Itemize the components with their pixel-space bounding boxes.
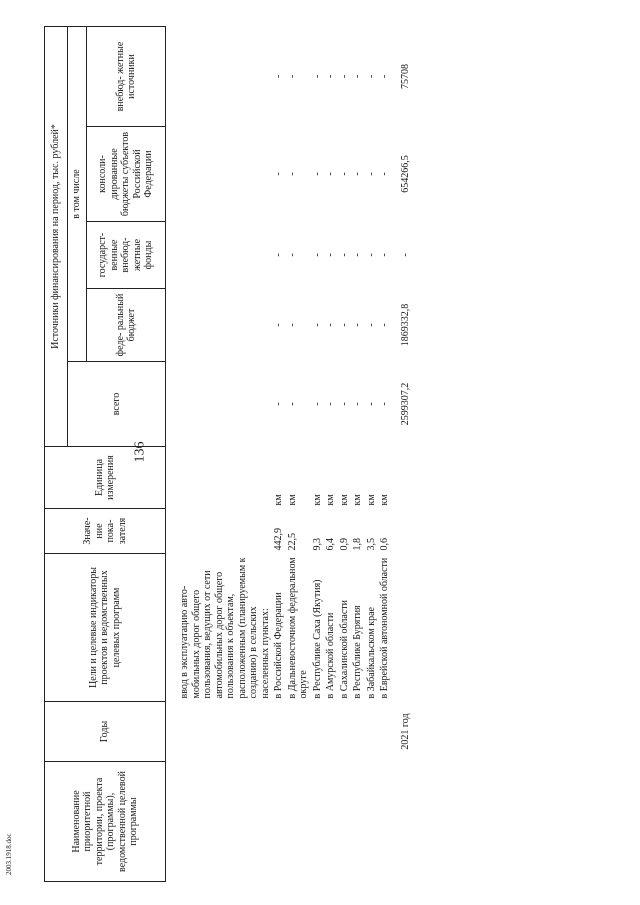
- value-cell: 6,4: [325, 538, 336, 551]
- header-total: всего: [68, 362, 166, 447]
- total-row: [392, 27, 413, 882]
- state-funds-cell: -: [325, 253, 336, 257]
- header-including: в том числе: [68, 27, 87, 362]
- header-goals: Цели и целевые индикаторы проектов и ведомственных целевых программ: [45, 554, 166, 702]
- federal-cell: -: [338, 323, 350, 327]
- value-cell: [178, 509, 272, 554]
- value-cell: 1,8: [352, 538, 363, 551]
- extrabudgetary-cell: -: [273, 74, 284, 79]
- goal-cell: в Амурской области: [325, 612, 336, 699]
- consolidated-cell: -: [365, 172, 377, 176]
- total-cell: -: [352, 402, 363, 406]
- total-cell: -: [325, 402, 336, 406]
- federal-cell: -: [379, 323, 390, 327]
- state-funds-cell: -: [379, 253, 390, 257]
- unit-cell: км: [286, 494, 298, 506]
- total-cell: -: [311, 402, 323, 406]
- unit-cell: [178, 447, 272, 509]
- federal-sum-cell: 1869332,8: [399, 303, 411, 347]
- page-number: 136: [132, 441, 148, 463]
- extrabudgetary-cell: [178, 27, 272, 127]
- consolidated-sum-cell: 654266,5: [399, 155, 411, 193]
- goal-cell: в Республике Бурятия: [352, 605, 363, 699]
- unit-cell: км: [273, 494, 284, 506]
- federal-cell: -: [273, 323, 284, 327]
- federal-cell: [178, 289, 272, 362]
- goal-cell: в Забайкальском крае: [365, 607, 377, 699]
- extrabudgetary-cell: -: [325, 74, 336, 79]
- header-years: Годы: [45, 702, 166, 762]
- value-cell: 0,9: [338, 538, 350, 551]
- table-row: [324, 27, 338, 882]
- federal-cell: -: [352, 323, 363, 327]
- federal-cell: -: [325, 323, 336, 327]
- table-row: [286, 27, 311, 882]
- state-funds-cell: -: [286, 253, 298, 257]
- state-funds-cell: -: [352, 253, 363, 257]
- consolidated-cell: -: [325, 172, 336, 176]
- total-cell: -: [273, 402, 284, 406]
- header-name: Наименование приоритетной территории, проекта (программы), ведомственной целевой программы: [45, 762, 166, 882]
- header-sources: Источники финансирования на период, тыс. рублей*: [45, 27, 68, 447]
- total-cell: -: [286, 402, 298, 406]
- value-cell: 3,5: [365, 538, 377, 551]
- table-row: [351, 27, 365, 882]
- unit-cell: км: [311, 494, 323, 506]
- goal-cell: в Российской Федерации: [273, 592, 284, 699]
- goal-cell: ввод в эксплуатацию авто- мобильных дорог общего пользования, ведущих от сети автомобильных дорог общего пользования к объектам, расположенным (планируемым к созданию) в сельских населенных пунктах:: [179, 557, 271, 699]
- total-cell: -: [365, 402, 377, 406]
- consolidated-cell: -: [352, 172, 363, 176]
- state-funds-sum-cell: -: [399, 253, 411, 257]
- extrabudgetary-cell: -: [286, 74, 298, 79]
- extrabudgetary-cell: -: [338, 74, 350, 79]
- state-funds-cell: -: [365, 253, 377, 257]
- state-funds-cell: -: [273, 253, 284, 257]
- extrabudgetary-cell: -: [365, 74, 377, 79]
- header-unit: Единица измерения: [45, 447, 166, 509]
- unit-cell: км: [352, 494, 363, 506]
- header-federal: феде- ральный бюджет: [87, 289, 166, 362]
- total-cell: -: [338, 402, 350, 406]
- document-code: 2003.1918.doc: [5, 833, 13, 875]
- consolidated-cell: -: [338, 172, 350, 176]
- goal-cell: в Республике Саха (Якутия): [311, 579, 323, 699]
- table-row: [365, 27, 379, 882]
- consolidated-cell: -: [273, 172, 284, 176]
- total-sum-cell: 2599307,2: [399, 382, 411, 426]
- goal-cell: в Сахалинской области: [338, 600, 350, 699]
- unit-cell: км: [379, 494, 390, 506]
- total-cell: [178, 362, 272, 447]
- consolidated-cell: -: [311, 172, 323, 176]
- header-state-funds: государст- венные внебюд- жетные фонды: [87, 222, 166, 289]
- federal-cell: -: [311, 323, 323, 327]
- extrabudgetary-sum-cell: 75708: [399, 64, 411, 89]
- state-funds-cell: [178, 222, 272, 289]
- value-cell: 9,3: [311, 538, 323, 551]
- state-funds-cell: -: [338, 253, 350, 257]
- unit-cell: км: [365, 494, 377, 506]
- table-row: [378, 27, 392, 882]
- extrabudgetary-cell: -: [352, 74, 363, 79]
- year-cell: 2021 год: [399, 713, 411, 750]
- extrabudgetary-cell: -: [311, 74, 323, 79]
- unit-cell: км: [338, 494, 350, 506]
- table-row: [178, 27, 272, 882]
- financing-table: [44, 26, 412, 882]
- state-funds-cell: -: [311, 253, 323, 257]
- header-consolidated: консоли- дированные бюджеты субъектов Российской Федерации: [87, 127, 166, 222]
- value-cell: 442,9: [273, 528, 284, 551]
- table-row: [338, 27, 352, 882]
- value-cell: 22,5: [286, 533, 298, 551]
- header-value: Значе- ние пока- зателя: [45, 509, 166, 554]
- consolidated-cell: -: [379, 172, 390, 176]
- goal-cell: в Дальневосточном федеральном округе: [286, 557, 309, 699]
- consolidated-cell: -: [286, 172, 298, 176]
- federal-cell: -: [286, 323, 298, 327]
- goal-cell: в Еврейской автономной области: [379, 557, 390, 699]
- rotated-table-container: [44, 27, 584, 882]
- unit-cell: км: [325, 494, 336, 506]
- header-extrabudgetary: внебюд- жетные источники: [87, 27, 166, 127]
- total-cell: -: [379, 402, 390, 406]
- table-row: [311, 27, 325, 882]
- extrabudgetary-cell: -: [379, 74, 390, 79]
- consolidated-cell: [178, 127, 272, 222]
- value-cell: 0,6: [379, 538, 390, 551]
- table-row: [272, 27, 286, 882]
- federal-cell: -: [365, 323, 377, 327]
